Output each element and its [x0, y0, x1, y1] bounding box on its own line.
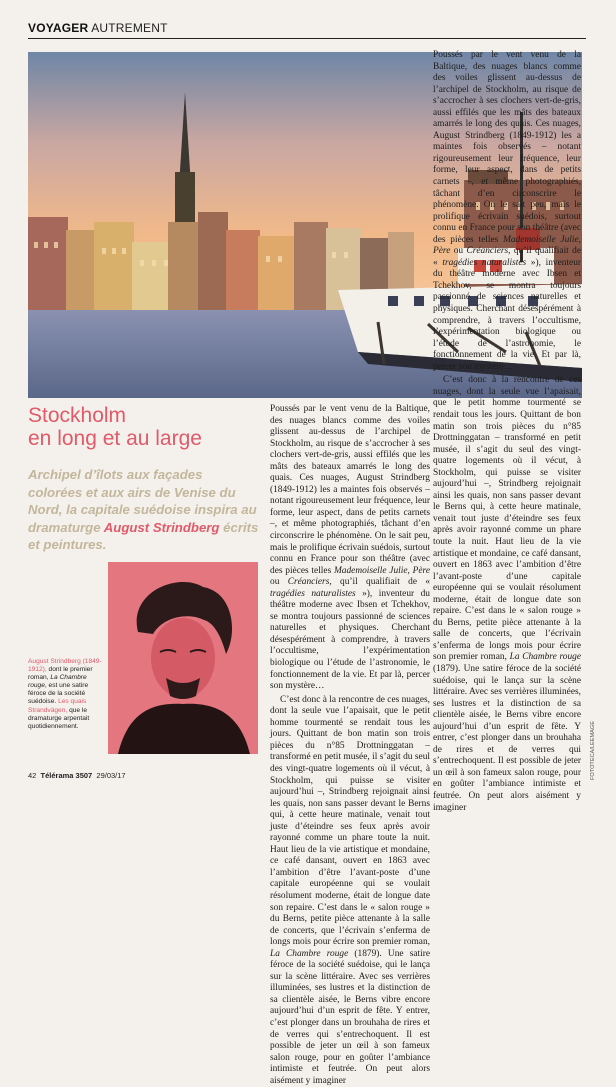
paragraph-1-text-cont: Poussés par le vent venu de la Baltique, des nuages blancs comme des voiles glissent au-dessus de l’archipel de Stockholm, au risque de s’accrocher à ses clochers vert-de-gris, aussi effilés que les mâts des bateaux amarrés le long des quais. Ces nuages, August Strindberg (1849-1912) les a maintes fois observés – notant rigoureusement leur fréquence, leur forme, leur aspect, dans de petits carnets –, et même photographiés, tâchant d’en circonscrire le phénomène. On le sait peu, mais le prolifique écrivain suédois, surtout connu en France pour son théâtre (avec des pièces telles — [433, 50, 581, 245]
article-column-2-flow — [433, 50, 581, 814]
photo-credit — [590, 700, 600, 780]
paragraph-2-text: C’est donc à la rencontre de ces nuages, dont la seule vue l’apaisait, que le petit homme tourmenté se rendait tous les jours. Quittant de bon matin son trois pièces du n°85 Drottninggatan – transformé en petit musée, il s’agit du seul des vingt-quatre logements où il vécut, à Stockholm, qui puisse se visiter aujourd’hui –, Strindberg rejoignait ainsi les quais, non sans passer devant le Berns qui, à cette heure matinale, venait tout juste d’éteindre ses feux après avoir rayonné comme un phare toute la nuit. Haut lieu de la vie artistique et mondaine, ce café dansant, ouvert en 1863 avec l’ambition d’être l’avant-poste d’une capitale européenne qui se voulait résolument moderne, était de longue date son repaire. C’est dans le « salon rouge » du Berns, petite pièce attenante à la salle de concerts, que l’écrivain s’enferma de longs mois pour écrire son premier roman, — [270, 694, 430, 948]
play-title-cont: Père — [433, 246, 451, 257]
section-subname: AUTREMENT — [91, 21, 168, 35]
play-title: Créanciers — [287, 577, 330, 588]
caption-book-title: La Chambre rouge — [28, 674, 87, 690]
lede-text-1: Archipel d’îlots aux façades colorées et aux airs de Venise du Nord, la capitale suédoise inspira au dramaturge — [28, 467, 257, 535]
separator: , — [407, 565, 413, 576]
caption-photo-note: Les quais Strandvägen, — [28, 698, 87, 714]
title-line-1: Stockholm — [28, 404, 127, 427]
separator: ou — [270, 577, 288, 588]
paragraph-1-text: Poussés par le vent venu de la Baltique, des nuages blancs comme des voiles glissent au-dessus de l’archipel de Stockholm, au risque de s’accrocher à ses clochers vert-de-gris, aussi effilés que les mâts des bateaux amarrés le long des quais. Ces nuages, August Strindberg (1849-1912) les a maintes fois observés – notant rigoureusement leur fréquence, leur forme, leur aspect, dans de petits carnets –, et même photographiés, tâchant d’en circonscrire le phénomène. On le sait peu, mais le prolifique écrivain suédois, surtout connu en France pour son théâtre (avec des pièces telles — [270, 404, 430, 576]
paragraph-1-text-b-cont: , qu’il qualifiait de « — [433, 246, 582, 268]
issue-date: 29/03/17 — [96, 771, 126, 780]
paragraph-2-text-cont: C’est donc à la rencontre de ces nuages, dont la seule vue l’apaisait, que le petit homme tourmenté se rendait tous les jours. Quittant de bon matin son trois pièces du n°85 Drottninggatan – transformé en petit musée, il s’agit du seul des vingt-quatre logements où il vécut, à Stockholm, qui puisse se visiter aujourd’hui –, Strindberg rejoignait ainsi les quais, non sans passer devant le Berns qui, à cette heure matinale, venait tout juste d’éteindre ses feux après avoir rayonné comme un phare toute la nuit. Haut lieu de la vie artistique et mondaine, ce café dansant, ouvert en 1863 avec l’ambition d’être l’avant-poste d’une capitale européenne qui se voulait résolument moderne, était de longue date son repaire. C’est dans le « salon rouge » du Berns, petite pièce attenante à la salle de concerts, que l’écrivain s’enferma de longs mois pour écrire son premier roman, — [433, 375, 581, 663]
paragraph-1-cont — [433, 50, 581, 373]
magazine-issue: Télérama 3507 — [40, 771, 93, 780]
page-number: 42 — [28, 771, 37, 780]
paragraph-1-text-c-cont: »), inventeur du théâtre moderne avec Ibsen et Tchekhov, se montra toujours passionné de sciences naturelles et physiques. Cherchant désespérément à comprendre, à travers l’occultisme, l’expérimentation biologique ou l’étude de l’astronomie, le fonctionnement de la vie. Et par là, percer son mystère… — [433, 257, 582, 372]
photo-credit-text: FOTOTECA/LEEMAGE — [590, 721, 596, 780]
separator-cont: ou — [450, 246, 467, 257]
lede-text-2: écrits et peintures. — [28, 519, 259, 553]
header-rule — [28, 38, 586, 39]
quote-cont: tragédies naturalistes — [442, 257, 527, 268]
play-title-cont: Mademoiselle Julie — [503, 234, 579, 245]
paragraph-2 — [270, 695, 430, 1087]
paragraph-2-text-b-cont: (1879). Une satire féroce de la société suédoise, qui le lança sur la scène littéraire. Avec ses verrières illuminées, ses lustres et la distinction de sa clientèle aisée, le Berns vibre encore aujourd’hui d’un esprit de fête. Y entrer, c’est plonger dans un brouhaha de rires et de verres qui s’entrechoquent. Il est possible de jeter un œil à son fameux salon rouge, pour en goûter l’ambiance intimiste et feutrée. On peut alors aisément y imaginer — [433, 663, 581, 813]
page-footer — [28, 771, 126, 780]
caption-text-3: que le dramaturge arpentait quotidiennement. — [28, 706, 90, 730]
paragraph-2-cont — [433, 375, 581, 814]
book-title: La Chambre rouge — [270, 948, 349, 959]
play-title: Père — [412, 565, 430, 576]
paragraph-1-text-b: , qu’il qualifiait de « — [329, 577, 431, 588]
section-header — [28, 21, 168, 35]
article-column-1 — [270, 404, 431, 1086]
paragraph-1-text-c: »), inventeur du théâtre moderne avec Ibsen et Tchekhov, se montra toujours passionné de sciences naturelles et physiques. Cherchant désespérément à comprendre, à travers l’occultisme, l’expérimentation biologique ou l’étude de l’astronomie, le fonctionnement de la vie. Et par là, percer son mystère… — [270, 588, 430, 692]
title-line-2: en long et au large — [28, 427, 202, 450]
caption-text-1: dont le premier roman, — [28, 666, 93, 682]
lede-highlight: August Strindberg — [103, 519, 220, 535]
article-column-2 — [433, 50, 582, 813]
quote: tragédies naturalistes — [270, 588, 356, 599]
strindberg-portrait — [108, 562, 258, 754]
play-title-cont: Créanciers — [466, 246, 509, 257]
play-title: Mademoiselle Julie — [333, 565, 408, 576]
separator-cont: , — [578, 234, 581, 245]
article-title — [28, 404, 260, 450]
paragraph-1 — [270, 404, 430, 693]
caption-text-2: , est une satire féroce de la société suédoise. — [28, 682, 89, 706]
section-name: VOYAGER — [28, 21, 89, 35]
article-lede — [28, 466, 260, 554]
caption-name: August Strindberg (1849-1912), — [28, 658, 102, 674]
paragraph-2-text-b: (1879). Une satire féroce de la société suédoise, qui le lança sur la scène littéraire. Avec ses verrières illuminées, ses lustres et la distinction de sa clientèle aisée, le Berns vibre encore aujourd’hui d’un esprit de fête. Y entrer, c’est plonger dans un brouhaha de rires et de verres qui s’entrechoquent. Il est possible de jeter un œil à son fameux salon rouge, pour en goûter l’ambiance intimiste et feutrée. On peut alors aisément y imaginer — [270, 948, 430, 1086]
photo-caption — [28, 658, 106, 731]
book-title-cont: La Chambre rouge — [509, 652, 581, 663]
